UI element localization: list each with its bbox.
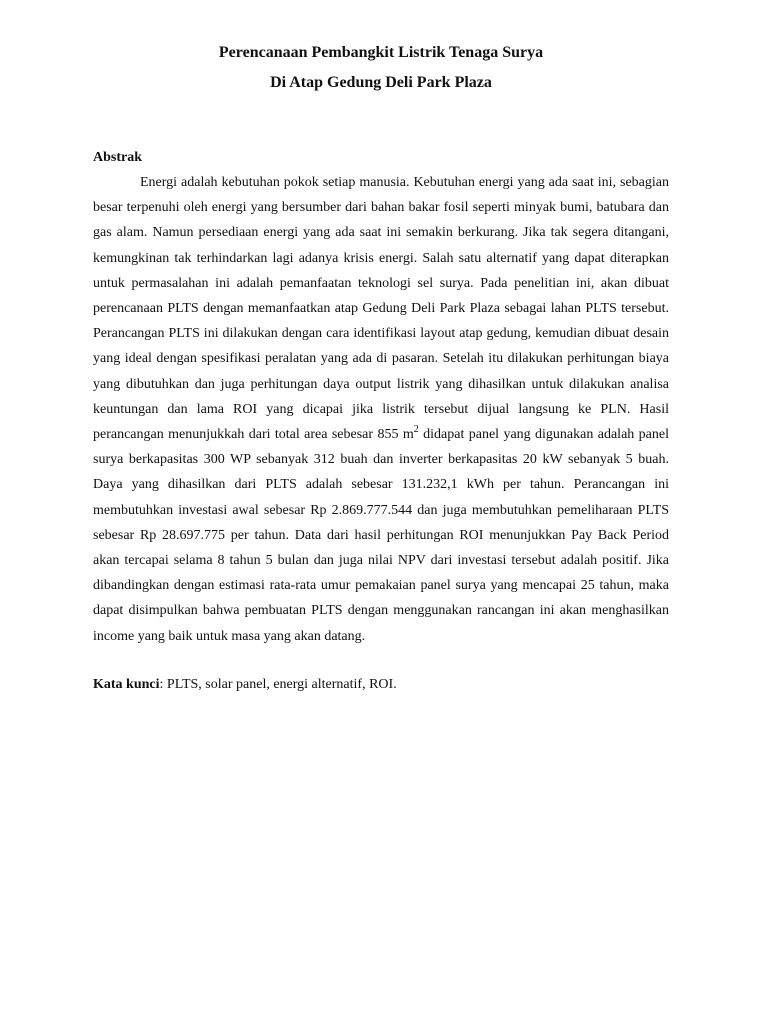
abstract-heading: Abstrak <box>93 150 143 165</box>
area-unit-superscript: 2 <box>413 424 419 436</box>
paper-title <box>93 38 669 98</box>
abstract-text-part-2: didapat panel yang digunakan adalah panel surya berkapasitas 300 WP sebanyak 312 buah dan inverter berkapasitas 20 kW sebanyak 5 buah. Daya yang dihasilkan dari PLTS adalah sebesar 131.232,1 kWh per tahun. Perancangan ini membutuhkan investasi awal sebesar Rp 2.869.777.544 dan juga membutuhkan pemeliharaan PLTS sebesar Rp 28.697.775 per tahun. Data dari hasil perhitungan ROI menunjukkan Pay Back Period akan tercapai selama 8 tahun 5 bulan dan juga nilai NPV dari investasi tersebut adalah positif. Jika dibandingkan dengan estimasi rata-rata umur pemakaian panel surya yang mencapai 25 tahun, maka dapat disimpulkan bahwa pembuatan PLTS dengan menggunakan rancangan ini akan menghasilkan income yang baik untuk masa yang akan datang. <box>93 427 669 644</box>
title-line-2: Di Atap Gedung Deli Park Plaza <box>270 74 492 91</box>
abstract-body <box>93 170 669 649</box>
document-page <box>93 38 669 695</box>
abstract-text-part-1: Energi adalah kebutuhan pokok setiap manusia. Kebutuhan energi yang ada saat ini, sebagian besar terpenuhi oleh energi yang bersumber dari bahan bakar fosil seperti minyak bumi, batubara dan gas alam. Namun persediaan energi yang ada saat ini semakin berkurang. Jika tak segera ditangani, kemungkinan tak terhindarkan lagi adanya krisis energi. Salah satu alternatif yang dapat diterapkan untuk permasalahan ini adalah pemanfaatan teknologi sel surya. Pada penelitian ini, akan dibuat perencanaan PLTS dengan memanfaatkan atap Gedung Deli Park Plaza sebagai lahan PLTS tersebut. Perancangan PLTS ini dilakukan dengan cara identifikasi layout atap gedung, kemudian dibuat desain yang ideal dengan spesifikasi peralatan yang ada di pasaran. Setelah itu dilakukan perhitungan biaya yang dibutuhkan dan juga perhitungan daya output listrik yang dihasilkan untuk dilakukan analisa keuntungan dan lama ROI yang dicapai jika listrik tersebut dijual langsung ke PLN. Hasil perancangan menunjukkah dari total area sebesar 855 m <box>93 175 669 443</box>
keywords <box>93 675 669 695</box>
keywords-separator: : <box>159 676 164 692</box>
title-line-1: Perencanaan Pembangkit Listrik Tenaga Surya <box>218 44 544 61</box>
keywords-text: PLTS, solar panel, energi alternatif, ROI. <box>163 676 397 692</box>
keywords-label: Kata kunci <box>93 676 160 692</box>
